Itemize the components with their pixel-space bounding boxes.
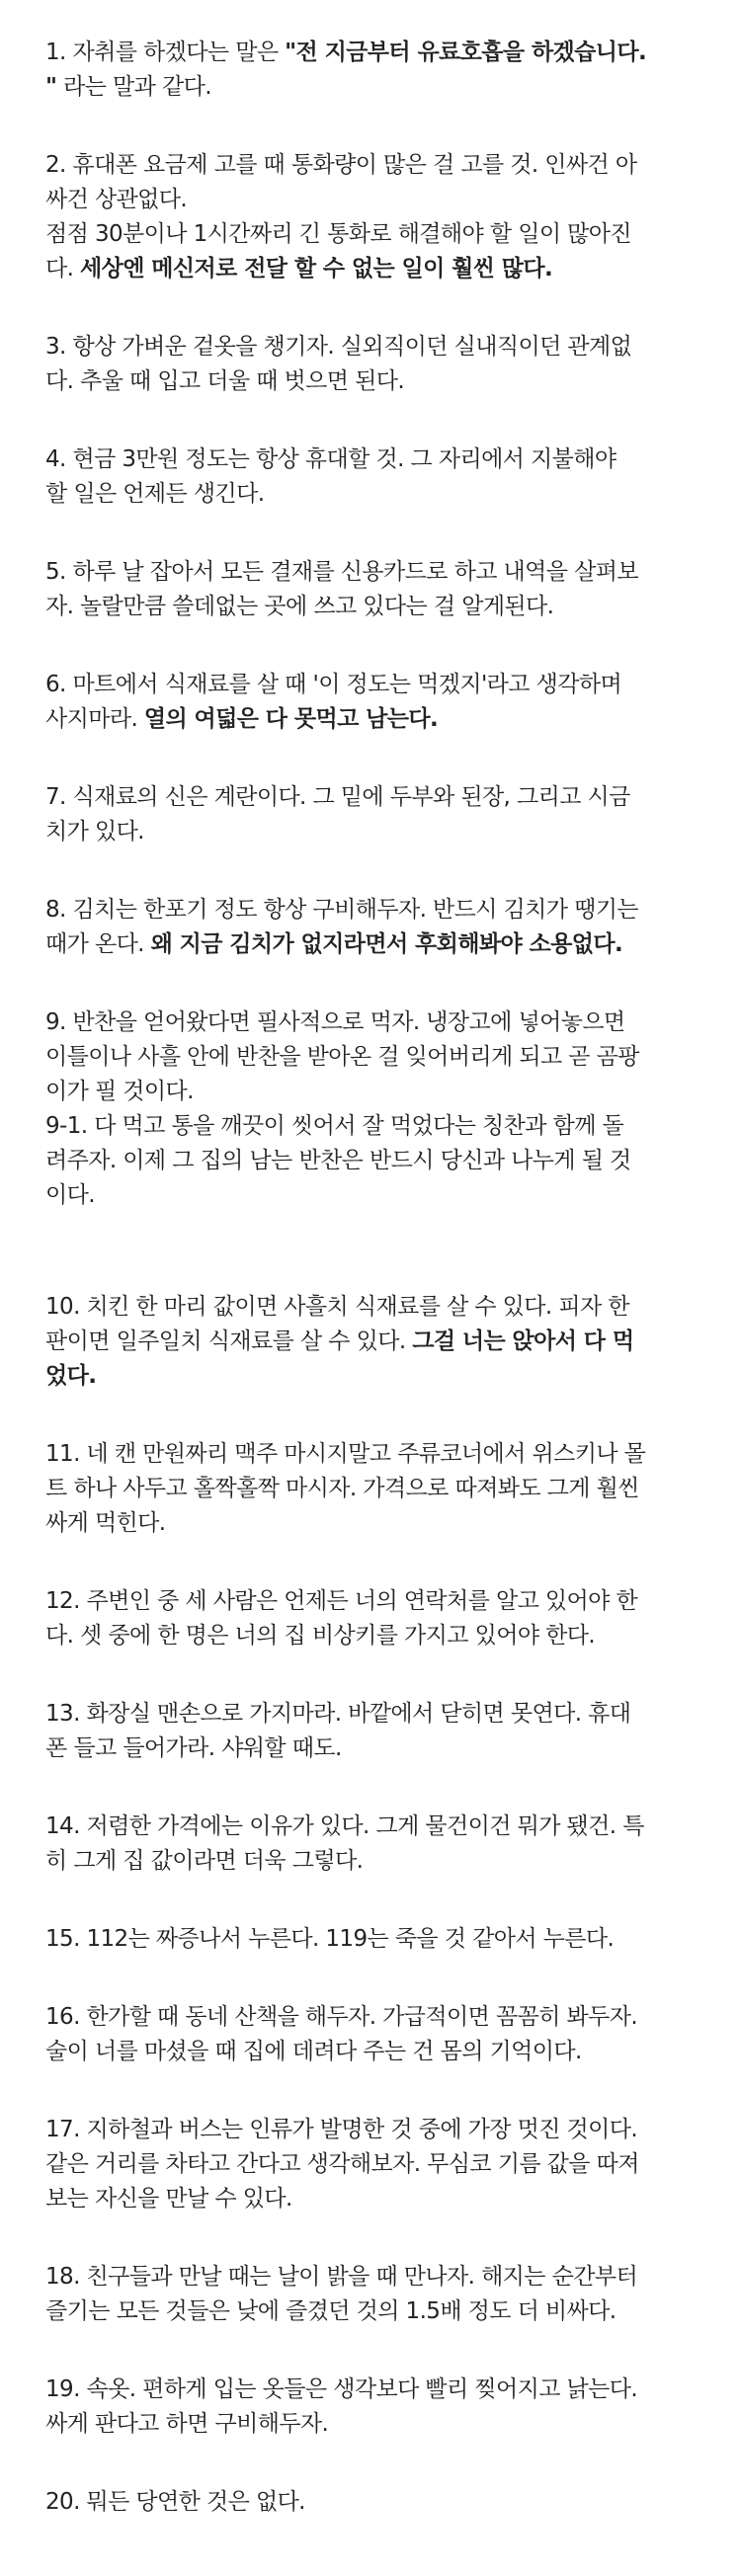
text-line — [45, 2000, 699, 2035]
text-line — [45, 1144, 699, 1178]
list-item-7 — [45, 780, 699, 849]
text-line — [45, 2485, 699, 2520]
text-segment: 판이면 일주일치 식재료를 살 수 있다. — [45, 1328, 413, 1354]
text-segment: 사지마라. — [45, 706, 144, 732]
text-segment: 5. 하루 날 잡아서 모든 결재를 신용카드로 하고 내역을 살펴보 — [45, 559, 638, 585]
text-segment: 히 그게 집 값이라면 더욱 그렇다. — [45, 1848, 364, 1874]
text-segment: 15. 112는 짜증나서 누른다. 119는 죽을 것 같아서 누른다. — [45, 1926, 615, 1952]
text-line — [45, 1506, 699, 1541]
text-segment: 8. 김치는 한포기 정도 항상 구비해두자. 반드시 김치가 땡기는 — [45, 897, 638, 923]
list-item-2 — [45, 148, 699, 286]
list-item-18 — [45, 2260, 699, 2329]
text-segment: 점점 30분이나 1시간짜리 긴 통화로 해결해야 할 일이 많아진 — [45, 221, 632, 247]
bold-text-segment: "전 지금부터 유료호흡을 하겠습니다. — [285, 40, 647, 65]
text-line — [45, 1619, 699, 1653]
text-segment: 1. 자취를 하겠다는 말은 — [45, 40, 286, 65]
text-line — [45, 2182, 699, 2216]
text-segment: 3. 항상 가벼운 겉옷을 챙기자. 실외직이던 실내직이던 관계없 — [45, 334, 632, 360]
text-segment: 11. 네 캔 만원짜리 맥주 마시지말고 주류코너에서 위스키나 몰 — [45, 1441, 646, 1467]
text-line — [45, 1109, 699, 1144]
bold-text-segment: 열의 여덟은 다 못먹고 남는다. — [143, 706, 439, 732]
paragraph-spacer — [45, 1766, 699, 1810]
list-item-15 — [45, 1922, 699, 1957]
list-item-8 — [45, 893, 699, 962]
paragraph-spacer — [45, 512, 699, 555]
bold-text-segment: 왜 지금 김치가 없지라면서 후회해봐야 소용없다. — [150, 931, 623, 957]
paragraph-spacer — [45, 1653, 699, 1697]
text-segment: 이가 필 것이다. — [45, 1079, 194, 1104]
list-item-4 — [45, 443, 699, 512]
paragraph-spacer — [45, 624, 699, 668]
text-line — [45, 1359, 699, 1394]
text-line — [45, 1810, 699, 1844]
text-segment: 이다. — [45, 1182, 95, 1208]
text-line — [45, 702, 699, 737]
list-item-16 — [45, 2000, 699, 2069]
bold-text-segment: 었다. — [45, 1363, 97, 1389]
text-segment: 12. 주변인 중 세 사람은 언제든 너의 연락처를 알고 있어야 한 — [45, 1588, 638, 1614]
paragraph-spacer — [45, 1541, 699, 1584]
list-item-3 — [45, 330, 699, 399]
text-segment: 2. 휴대폰 요금제 고를 때 통화량이 많은 걸 고를 것. 인싸건 아 — [45, 152, 637, 178]
bold-text-segment: 그걸 너는 앉아서 다 먹 — [412, 1328, 634, 1354]
text-segment: 19. 속옷. 편하게 입는 옷들은 생각보다 빨리 찢어지고 낡는다. — [45, 2376, 638, 2402]
text-line — [45, 252, 699, 286]
text-segment: 13. 화장실 맨손으로 가지마라. 바깥에서 닫히면 못연다. 휴대 — [45, 1701, 631, 1727]
text-segment: 16. 한가할 때 동네 산책을 해두자. 가급적이면 꼼꼼히 봐두자. — [45, 2004, 638, 2030]
paragraph-spacer — [45, 737, 699, 780]
text-line — [45, 555, 699, 590]
text-line — [45, 2260, 699, 2294]
text-segment: 할 일은 언제든 생긴다. — [45, 481, 265, 507]
text-line — [45, 893, 699, 927]
text-segment: 18. 친구들과 만날 때는 날이 밝을 때 만나자. 해지는 순간부터 — [45, 2264, 638, 2290]
text-segment: 보는 자신을 만날 수 있다. — [45, 2186, 292, 2212]
text-segment: 6. 마트에서 식재료를 살 때 '이 정도는 먹겠지'라고 생각하며 — [45, 672, 622, 697]
text-line — [45, 1584, 699, 1619]
text-segment: 4. 현금 3만원 정도는 항상 휴대할 것. 그 자리에서 지불해야 — [45, 446, 616, 472]
text-segment: 같은 거리를 차타고 간다고 생각해보자. 무심코 기름 값을 따져 — [45, 2151, 639, 2177]
list-item-20 — [45, 2485, 699, 2520]
paragraph-spacer — [45, 1394, 699, 1437]
text-line — [45, 70, 699, 105]
text-segment: 트 하나 사두고 홀짝홀짝 마시자. 가격으로 따져봐도 그게 훨씬 — [45, 1476, 639, 1501]
text-segment: 자. 놀랄만큼 쓸데없는 곳에 쓰고 있다는 걸 알게된다. — [45, 594, 554, 619]
list-item-9 — [45, 1006, 699, 1213]
text-segment: 라는 말과 같다. — [56, 74, 211, 100]
text-line — [45, 1178, 699, 1213]
text-segment: 치가 있다. — [45, 819, 144, 845]
text-line — [45, 1075, 699, 1109]
text-line — [45, 2373, 699, 2407]
list-item-14 — [45, 1810, 699, 1879]
paragraph-spacer — [45, 962, 699, 1006]
text-segment: 려주자. 이제 그 집의 남는 반찬은 반드시 당신과 나누게 될 것 — [45, 1148, 631, 1173]
text-line — [45, 1040, 699, 1075]
text-line — [45, 183, 699, 217]
paragraph-spacer — [45, 2069, 699, 2113]
list-item-1 — [45, 36, 699, 105]
list-item-5 — [45, 555, 699, 624]
text-line — [45, 330, 699, 364]
text-line — [45, 1472, 699, 1506]
paragraph-spacer — [45, 399, 699, 443]
list-item-12 — [45, 1584, 699, 1653]
text-line — [45, 1437, 699, 1472]
paragraph-spacer — [45, 849, 699, 893]
paragraph-spacer — [45, 286, 699, 330]
paragraph-spacer — [45, 1213, 699, 1290]
text-line — [45, 590, 699, 624]
text-segment: 싸게 판다고 하면 구비해두자. — [45, 2411, 329, 2437]
text-segment: 7. 식재료의 신은 계란이다. 그 밑에 두부와 된장, 그리고 시금 — [45, 784, 630, 810]
list-item-19 — [45, 2373, 699, 2442]
text-segment: 다. — [45, 256, 81, 282]
text-segment: 다. 셋 중에 한 명은 너의 집 비상키를 가지고 있어야 한다. — [45, 1623, 596, 1649]
text-line — [45, 1922, 699, 1957]
paragraph-spacer — [45, 105, 699, 148]
text-line — [45, 1325, 699, 1359]
text-line — [45, 2113, 699, 2147]
text-segment: 때가 온다. — [45, 931, 151, 957]
text-line — [45, 1006, 699, 1040]
text-segment: 9-1. 다 먹고 통을 깨끗이 씻어서 잘 먹었다는 칭찬과 함께 돌 — [45, 1113, 624, 1139]
list-item-17 — [45, 2113, 699, 2216]
list-item-11 — [45, 1437, 699, 1541]
text-line — [45, 1731, 699, 1766]
text-line — [45, 2407, 699, 2442]
text-segment: 싸건 상관없다. — [45, 187, 188, 212]
text-segment: 싸게 먹힌다. — [45, 1510, 166, 1536]
text-segment: 14. 저렴한 가격에는 이유가 있다. 그게 물건이건 뭐가 됐건. 특 — [45, 1813, 644, 1839]
text-line — [45, 1290, 699, 1325]
list-item-13 — [45, 1697, 699, 1766]
bold-text-segment: 세상엔 메신저로 전달 할 수 없는 일이 훨씬 많다. — [80, 256, 553, 282]
text-line — [45, 2294, 699, 2329]
text-line — [45, 927, 699, 962]
paragraph-spacer — [45, 2442, 699, 2485]
text-segment: 이틀이나 사흘 안에 반찬을 받아온 걸 잊어버리게 되고 곧 곰팡 — [45, 1044, 639, 1070]
list-item-10 — [45, 1290, 699, 1394]
text-segment: 10. 치킨 한 마리 값이면 사흘치 식재료를 살 수 있다. 피자 한 — [45, 1294, 629, 1320]
text-line — [45, 443, 699, 477]
text-line — [45, 217, 699, 252]
text-line — [45, 2147, 699, 2182]
text-line — [45, 780, 699, 815]
text-line — [45, 2035, 699, 2069]
text-line — [45, 477, 699, 512]
paragraph-spacer — [45, 1957, 699, 2000]
text-line — [45, 36, 699, 70]
text-line — [45, 364, 699, 399]
paragraph-spacer — [45, 2329, 699, 2373]
text-line — [45, 668, 699, 702]
text-line — [45, 1844, 699, 1879]
list-item-6 — [45, 668, 699, 737]
bold-text-segment: " — [45, 74, 57, 100]
text-segment: 술이 너를 마셨을 때 집에 데려다 주는 건 몸의 기억이다. — [45, 2039, 582, 2064]
text-segment: 20. 뭐든 당연한 것은 없다. — [45, 2489, 305, 2515]
text-line — [45, 148, 699, 183]
text-segment: 9. 반찬을 얻어왔다면 필사적으로 먹자. 냉장고에 넣어놓으면 — [45, 1009, 625, 1035]
paragraph-spacer — [45, 2216, 699, 2260]
text-segment: 폰 들고 들어가라. 샤워할 때도. — [45, 1735, 342, 1761]
text-segment: 17. 지하철과 버스는 인류가 발명한 것 중에 가장 멋진 것이다. — [45, 2117, 638, 2142]
text-line — [45, 1697, 699, 1731]
text-segment: 다. 추울 때 입고 더울 때 벗으면 된다. — [45, 368, 405, 394]
text-line — [45, 815, 699, 849]
text-segment: 즐기는 모든 것들은 낮에 즐겼던 것의 1.5배 정도 더 비싸다. — [45, 2298, 616, 2324]
paragraph-spacer — [45, 1879, 699, 1922]
